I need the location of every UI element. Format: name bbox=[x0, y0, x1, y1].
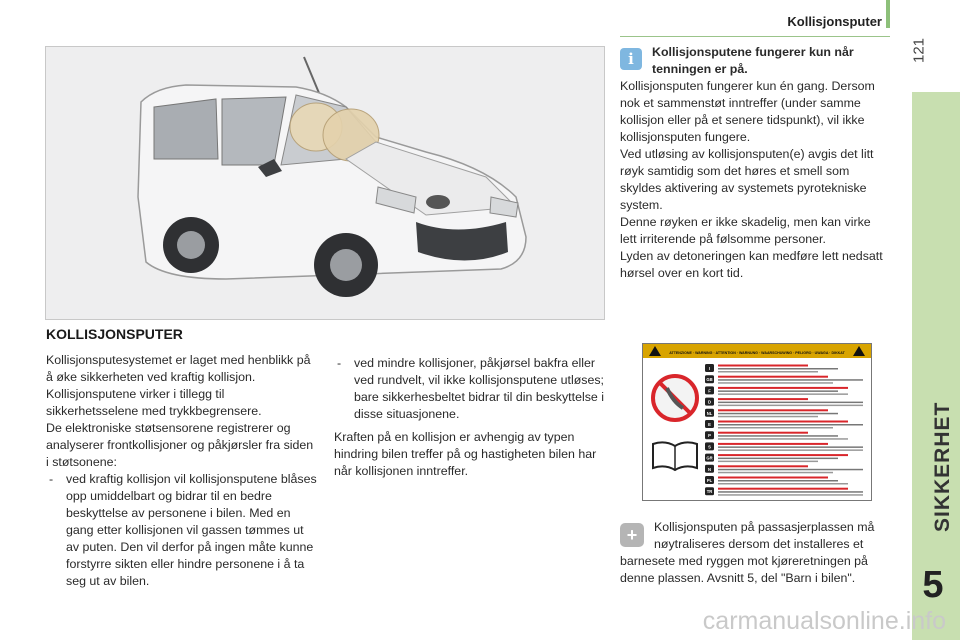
section-title: KOLLISJONSPUTER bbox=[46, 326, 183, 342]
warning-text-line bbox=[718, 398, 808, 400]
language-code: D bbox=[707, 399, 712, 405]
column-2 bbox=[334, 355, 604, 480]
language-code: PL bbox=[706, 478, 713, 483]
airbag-warning-label bbox=[642, 343, 872, 501]
info-note-title: Kollisjonsputene fungerer kun når tenningen er på. bbox=[652, 45, 854, 76]
chapter-side-label: SIKKERHET bbox=[931, 401, 954, 532]
info-paragraph-2: Ved utløsing av kollisjonsputen(e) avgis det litt røyk samtidig som det høres et smell som skyldes aktivering av systemets pyrotekniske system. bbox=[620, 147, 874, 212]
intro-paragraph-1: Kollisjonsputesystemet er laget med henblikk på å øke sikkerheten ved kraftig kollisjon. Kollisjonsputene virker i tillegg til sikkerhetsselene med trykkbegrensere. bbox=[46, 353, 311, 418]
warning-text-line bbox=[718, 435, 838, 437]
warning-text-line bbox=[718, 390, 838, 392]
warning-text-line bbox=[718, 402, 863, 404]
language-code: NL bbox=[706, 410, 713, 416]
rear-wheel-hub bbox=[177, 231, 205, 259]
bullet-strong-collision bbox=[46, 471, 318, 590]
language-code: GB bbox=[706, 377, 713, 383]
warning-text-line bbox=[718, 461, 818, 463]
chapter-number: 5 bbox=[922, 564, 944, 606]
rear-side-window bbox=[154, 99, 218, 159]
info-paragraph-1: Kollisjonsputen fungerer kun én gang. Dersom nok et sammenstøt inntreffer (under samme kollisjon eller på et senere tidspunkt), vil ikke kollisjonsputen fungere. bbox=[620, 79, 875, 144]
info-note bbox=[620, 44, 888, 282]
warning-text-line bbox=[718, 416, 818, 418]
warning-text-line bbox=[718, 488, 848, 490]
warning-text-line bbox=[718, 409, 828, 411]
warning-text-line bbox=[718, 449, 863, 451]
warning-text-line bbox=[718, 405, 863, 407]
warning-text-line bbox=[718, 469, 863, 471]
intro-paragraph-2: De elektroniske støtsensorene registrerer og analyserer frontkollisjoner og påkjørsler fra siden i støtsonene: bbox=[46, 421, 314, 469]
warning-text-line bbox=[718, 458, 838, 460]
warning-text-line bbox=[718, 424, 863, 426]
warning-text-line bbox=[718, 443, 828, 445]
warning-text-line bbox=[718, 421, 848, 423]
van-airbag-illustration bbox=[45, 46, 605, 320]
language-code: TR bbox=[706, 489, 713, 495]
warning-text-line bbox=[718, 432, 808, 434]
bullet-text: ved kraftig kollisjon vil kollisjonsputene blåses opp umiddelbart og bidrar til en bedre beskyttelse av personene i bilen. Med en gang etter kollisjonen vil gassen tømmes ut av puten. Den vil derfor på ingen måte kunne forstyrre sikten eller hindre personene i å ta seg ut av bilen. bbox=[66, 472, 317, 588]
language-code: N bbox=[707, 466, 712, 472]
info-note-header bbox=[620, 44, 888, 78]
plus-note-text-first: Kollisjonsputen på passasjerplassen må nøytraliseres dersom det installeres et bbox=[654, 520, 875, 551]
info-paragraph-4: Lyden av detoneringen kan medføre lett nedsatt hørsel over en kort tid. bbox=[620, 249, 883, 280]
language-code: GR bbox=[706, 455, 713, 461]
chapter-side-tab bbox=[912, 92, 960, 640]
passenger-airbag-note bbox=[620, 519, 890, 587]
warning-text-line bbox=[718, 454, 848, 456]
warning-text-line bbox=[718, 446, 863, 448]
collision-force-paragraph: Kraften på en kollisjon er avhengig av typen hindring bilen treffer på og hastigheten bilen har når kollisjonen inntreffer. bbox=[334, 430, 597, 478]
warning-text-line bbox=[718, 379, 863, 381]
label-language-rows bbox=[705, 364, 863, 496]
info-icon: i bbox=[620, 48, 642, 70]
warning-text-line bbox=[718, 365, 808, 367]
header-rule bbox=[620, 36, 890, 37]
warning-text-line bbox=[718, 376, 828, 378]
warning-text-line bbox=[718, 427, 833, 429]
warning-text-line bbox=[718, 368, 838, 370]
language-code: F bbox=[708, 388, 711, 394]
watermark: carmanualsonline.info bbox=[702, 607, 946, 635]
warning-text-line bbox=[718, 393, 848, 395]
running-header-title: Kollisjonsputer bbox=[787, 14, 882, 29]
warning-text-line bbox=[718, 438, 848, 440]
warning-text-line bbox=[718, 480, 838, 482]
bullet-text: ved mindre kollisjoner, påkjørsel bakfra eller ved rundvelt, vil ikke kollisjonsputene utløses; bare sikkerhesbeltet bidrar til din beskyttelse i disse situasjonene. bbox=[354, 356, 604, 421]
language-code: E bbox=[708, 422, 711, 427]
warning-text-line bbox=[718, 413, 838, 415]
warning-text-line bbox=[718, 472, 833, 474]
warning-text-line bbox=[718, 382, 833, 384]
header-accent-bar bbox=[886, 0, 890, 28]
warning-text-line bbox=[718, 483, 848, 485]
bullet-dash: - bbox=[337, 356, 342, 370]
plus-note-header bbox=[620, 519, 890, 553]
column-1 bbox=[46, 352, 318, 590]
warning-text-line bbox=[718, 371, 818, 373]
van-drawing bbox=[46, 47, 604, 319]
warning-text-line bbox=[718, 477, 828, 479]
warning-text-line bbox=[718, 387, 848, 389]
plus-icon: + bbox=[620, 523, 644, 547]
warning-text-line bbox=[718, 465, 808, 467]
front-wheel-hub bbox=[330, 249, 362, 281]
language-code: P bbox=[708, 433, 711, 439]
language-code: I bbox=[708, 366, 711, 371]
warning-text-line bbox=[718, 494, 863, 496]
lion-emblem bbox=[426, 195, 450, 209]
bullet-minor-collision bbox=[334, 355, 604, 423]
warning-label-drawing bbox=[643, 344, 871, 500]
warning-text-line bbox=[718, 491, 863, 493]
info-paragraph-3: Denne røyken er ikke skadelig, men kan virke lett irriterende på følsomme personer. bbox=[620, 215, 871, 246]
language-code: S bbox=[708, 444, 711, 450]
plus-note-text-rest: barnesete med ryggen mot kjøreretningen på denne plassen. Avsnitt 5, del "Barn i bilen". bbox=[620, 554, 868, 585]
page-number: 121 bbox=[910, 37, 928, 64]
bullet-dash: - bbox=[49, 472, 54, 486]
label-header-text: ATTENZIONE · WARNING · ATTENTION · WARNUNG · WAARSCHUWING · PELIGRO · UWAGA · DIKKAT bbox=[669, 351, 845, 355]
